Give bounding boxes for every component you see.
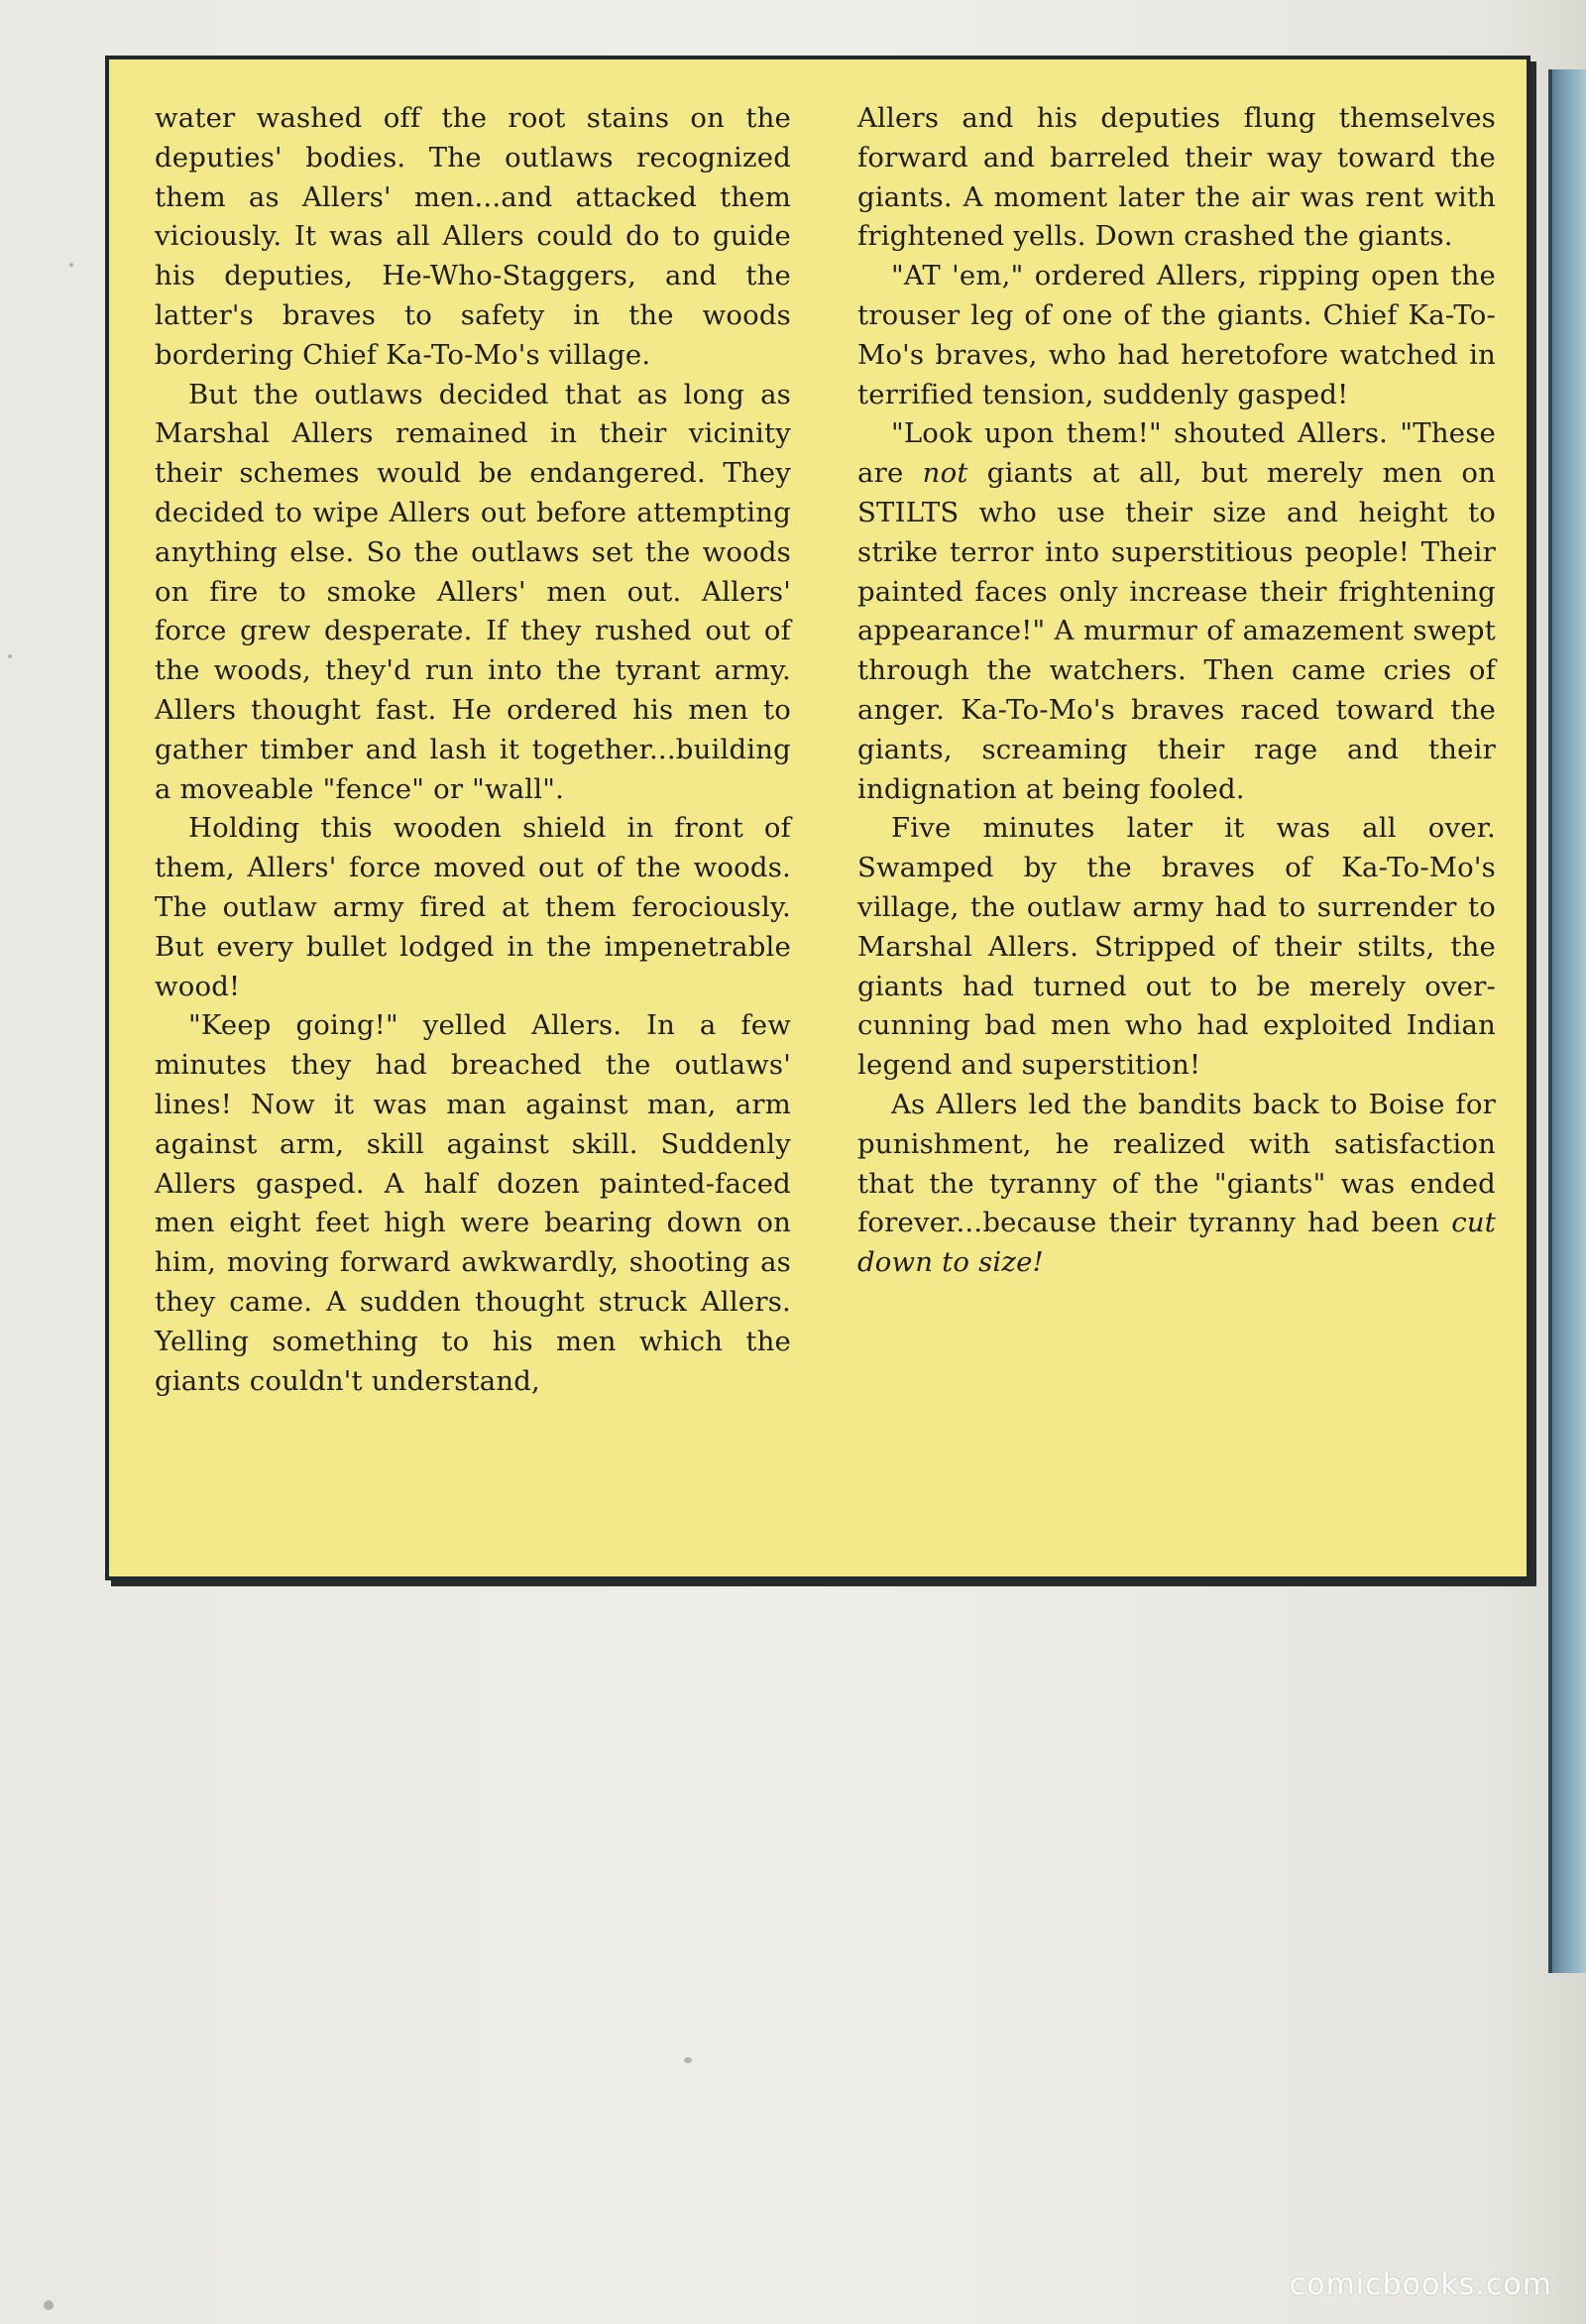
paragraph (857, 1086, 1496, 1283)
paragraph (857, 414, 1496, 809)
paragraph-text: giants at all, but merely men on STILTS who use their size and height to strike terror into superstitious people! Their painted faces only increase their frightening appearance!" A murmur of amazement swept through the watchers. Then came cries of anger. Ka-To-Mo's braves raced toward the giants, screaming their rage and their indignation at being fooled. (857, 457, 1497, 805)
paper-speck (69, 263, 73, 267)
paragraph-text: As Allers led the bandits back to Boise for punishment, he realized with satisfaction that the tyranny of the "giants" was ended forever...because their tyranny had been (857, 1088, 1496, 1239)
paragraph: "AT 'em," ordered Allers, ripping open the trouser leg of one of the giants. Chief Ka-To-Mo's braves, who had heretofore watched in terrified tension, suddenly gasped! (857, 260, 1496, 410)
paragraph: Five minutes later it was all over. Swamped by the braves of Ka-To-Mo's village, the outlaw army had to surrender to Marshal Allers. Stripped of their stilts, the giants had turned out to be merely over-cunning bad men who had exploited Indian legend and superstition! (857, 812, 1496, 1082)
right-text-column (857, 99, 1496, 1283)
emphasis-text: not (922, 457, 968, 490)
paper-speck (8, 654, 12, 658)
paragraph: "Keep going!" yelled Allers. In a few minutes they had breached the outlaws' lines! Now it was man against man, arm against arm, skill against skill. Suddenly Allers gasped. A half dozen painted-faced men eight feet high were bearing down on him, moving forward awkwardly, shooting as they came. A sudden thought struck Allers. Yelling something to his men which the giants couldn't understand, (155, 1009, 791, 1397)
paragraph: water washed off the root stains on the deputies' bodies. The outlaws recognized them as Allers' men...and attacked them viciously. It was all Allers could do to guide his deputies, He-Who-Staggers, and the latter's braves to safety in the woods bordering Chief Ka-To-Mo's village. (155, 102, 791, 371)
site-watermark: comicbooks.com (1289, 2267, 1552, 2302)
paragraph: But the outlaws decided that as long as Marshal Allers remained in their vicinity their schemes would be endangered. They decided to wipe Allers out before attempting anything else. So the outlaws set the woods on fire to smoke Allers' men out. Allers' force grew desperate. If they rushed out of the woods, they'd run into the tyrant army. Allers thought fast. He ordered his men to gather timber and lash it together...building a moveable "fence" or "wall". (155, 378, 791, 805)
text-story-panel (105, 56, 1530, 1580)
paragraph-text: "Look upon them!" shouted Allers. "These are (857, 417, 1496, 490)
emphasis-text: cut down to size! (857, 1207, 1496, 1279)
left-text-column (155, 99, 791, 1401)
paper-speck (684, 2057, 692, 2063)
paragraph: Allers and his deputies flung themselves forward and barreled their way toward the giants. A moment later the air was rent with frightened yells. Down crashed the giants. (857, 102, 1496, 253)
paragraph: Holding this wooden shield in front of them, Allers' force moved out of the woods. The outlaw army fired at them ferociously. But every bullet lodged in the impenetrable wood! (155, 812, 791, 1002)
adjacent-page-edge (1548, 69, 1586, 1973)
paper-speck (44, 2300, 54, 2310)
